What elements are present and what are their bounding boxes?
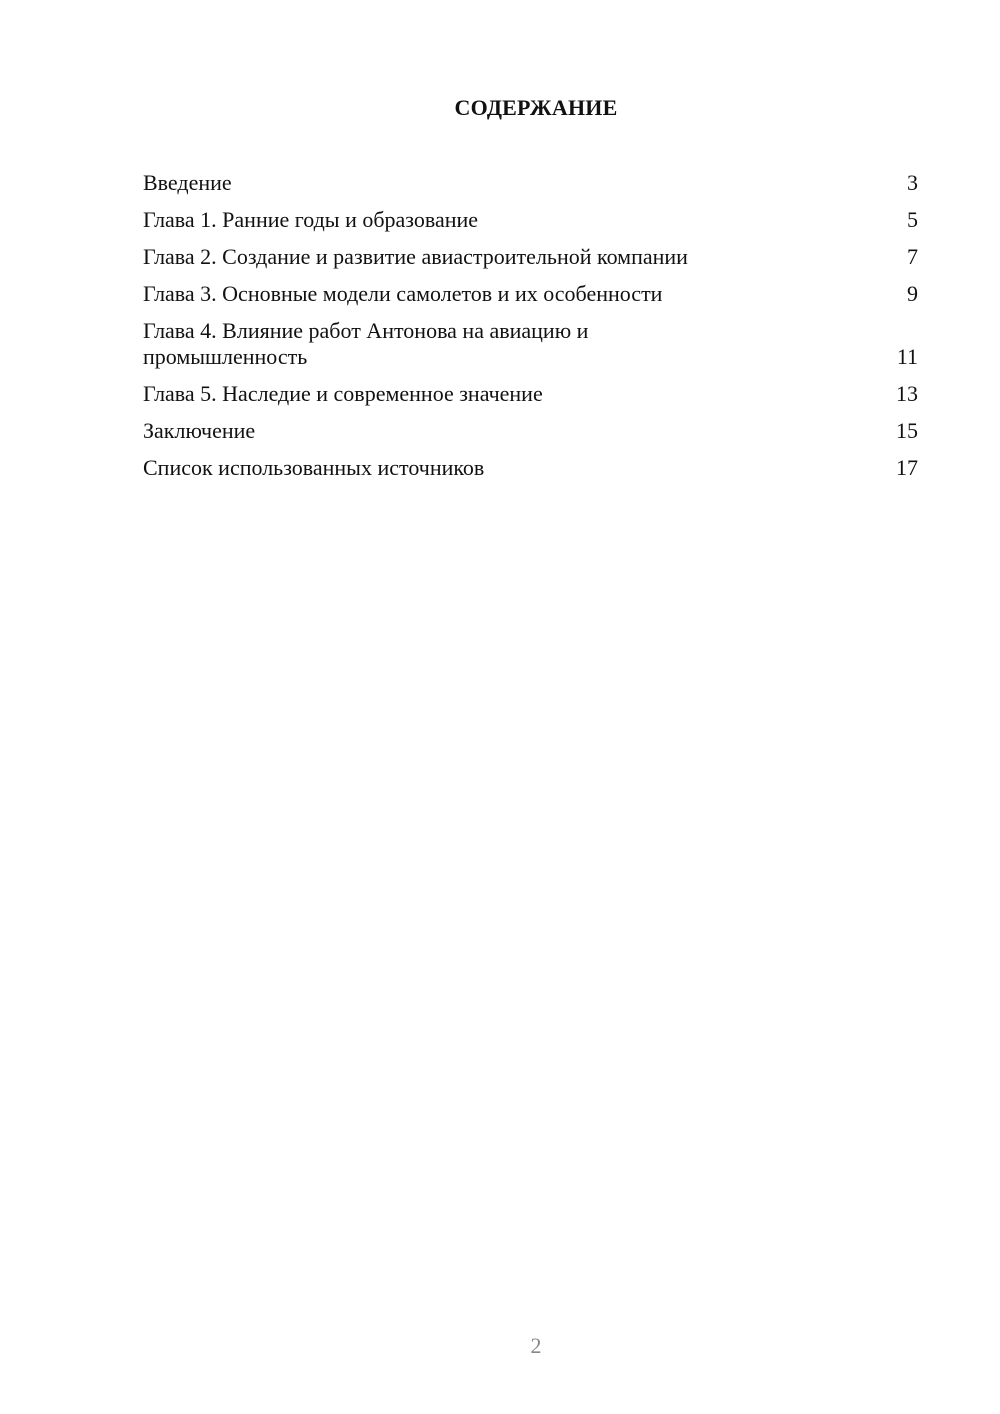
toc-entry-chapter-3 [143, 281, 918, 307]
toc-entry-introduction [143, 170, 918, 196]
toc-entry-chapter-2 [143, 244, 918, 270]
page-number: 2 [530, 1333, 542, 1358]
toc-entry-references [143, 455, 918, 481]
toc-entry-title: Глава 4. Влияние работ Антонова на авиацию и промышленность [143, 318, 589, 369]
page-title: СОДЕРЖАНИЕ [454, 95, 618, 120]
toc-entry-title: Список использованных источников [143, 455, 485, 480]
toc-entry-page: 5 [907, 207, 918, 232]
toc-entry-title: Введение [143, 170, 232, 195]
toc-entry-page: 9 [907, 281, 918, 306]
table-of-contents [143, 170, 918, 492]
toc-entry-title: Глава 2. Создание и развитие авиастроительной компании [143, 244, 688, 269]
toc-entry-conclusion [143, 418, 918, 444]
toc-entry-page: 11 [896, 344, 918, 369]
toc-entry-title: Заключение [143, 418, 256, 443]
toc-entry-title: Глава 5. Наследие и современное значение [143, 381, 543, 406]
toc-entry-title: Глава 1. Ранние годы и образование [143, 207, 479, 232]
toc-entry-title: Глава 3. Основные модели самолетов и их особенности [143, 281, 663, 306]
toc-entry-chapter-5 [143, 381, 918, 407]
toc-entry-chapter-1 [143, 207, 918, 233]
toc-entry-page: 3 [907, 170, 918, 195]
toc-entry-page: 13 [896, 381, 918, 406]
toc-entry-page: 15 [896, 418, 918, 443]
toc-entry-chapter-4 [143, 318, 918, 370]
toc-entry-page: 7 [907, 244, 918, 269]
toc-entry-page: 17 [896, 455, 918, 480]
